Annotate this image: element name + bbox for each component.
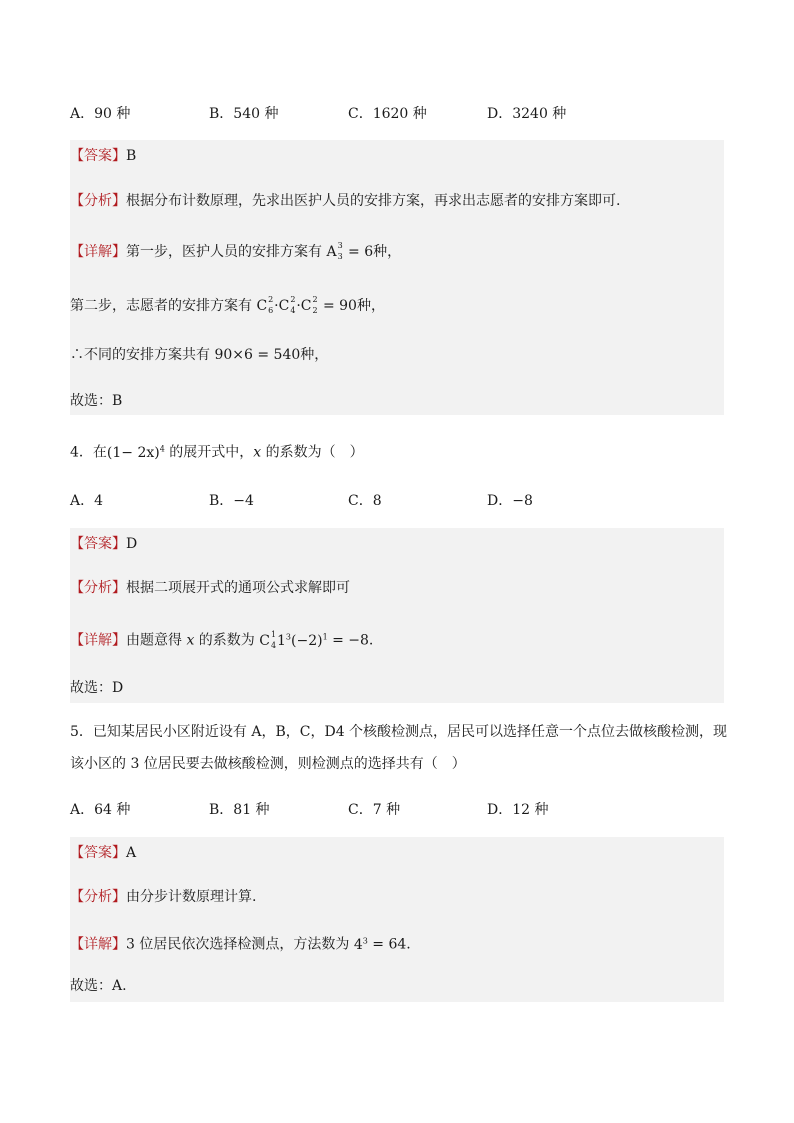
analysis-text: 根据分布计数原理，先求出医护人员的安排方案，再求出志愿者的安排方案即可. <box>126 193 621 209</box>
analysis-tag: 【分析】 <box>70 580 126 596</box>
detail-tag: 【详解】 <box>70 936 126 953</box>
detail-text: 3 位居民依次选择检测点，方法数为 <box>126 936 354 953</box>
answer-tag: 【答案】 <box>70 845 126 861</box>
q4-detail <box>70 627 373 651</box>
analysis-text: 根据二项展开式的通项公式求解即可 <box>126 580 350 596</box>
detail-text: = −8. <box>327 632 374 649</box>
q5-stem-line-2: 该小区的 3 位居民要去做核酸检测，则检测点的选择共有（ ） <box>70 756 466 772</box>
detail-text: 第二步，志愿者的安排方案有 <box>70 298 257 314</box>
q5-stem-line-1: 5．已知某居民小区附近设有 A，B，C，D4 个核酸检测点，居民可以选择任意一个点位去做核酸检测，现 <box>70 724 728 740</box>
q3-detail-2 <box>70 296 385 316</box>
expr: (1− 2x) <box>106 444 160 461</box>
stem-text: 4．在 <box>70 444 107 461</box>
q5-option-a: A．64 种 <box>70 802 131 818</box>
stem-text: 的展开式中， <box>164 444 254 461</box>
detail-text: = 64. <box>367 936 411 953</box>
q3-option-d: D．3240 种 <box>487 106 567 122</box>
stem-expression <box>107 445 165 461</box>
q4-answer <box>70 534 137 554</box>
q4-option-b: B．−4 <box>209 493 254 509</box>
q5-solution-box <box>70 837 724 1002</box>
analysis-tag: 【分析】 <box>70 193 126 209</box>
answer-value: D <box>126 536 138 552</box>
q3-option-b: B．540 种 <box>209 106 279 122</box>
q5-detail <box>70 931 411 955</box>
analysis-tag: 【分析】 <box>70 889 126 905</box>
q5-choose: 故选：A. <box>70 978 127 994</box>
answer-tag: 【答案】 <box>70 148 126 164</box>
q4-option-a: A．4 <box>70 493 104 509</box>
formula-combination: C 2 6 ·C 2 4 ·C 2 2 <box>256 295 318 315</box>
formula-coefficient: C 1 4 $1^3(-2)^1$ <box>259 629 328 650</box>
q5-option-b: B．81 种 <box>209 802 270 818</box>
answer-value: A <box>126 845 137 861</box>
analysis-text: 由分步计数原理计算. <box>126 889 257 905</box>
q3-detail-1 <box>70 242 401 262</box>
variable-x: x <box>253 444 262 461</box>
q5-analysis <box>70 887 256 907</box>
q3-solution-box <box>70 140 724 415</box>
variable-x: x <box>186 632 195 649</box>
q4-stem <box>70 439 364 463</box>
answer-tag: 【答案】 <box>70 536 126 552</box>
detail-tag: 【详解】 <box>70 632 126 649</box>
q3-choose: 故选：B <box>70 393 123 409</box>
q4-option-d: D．−8 <box>487 493 533 509</box>
q5-option-c: C．7 种 <box>348 802 401 818</box>
q4-option-c: C．8 <box>348 493 382 509</box>
detail-text: 由题意得 <box>126 632 187 649</box>
q4-choose: 故选：D <box>70 680 124 696</box>
stem-text: 的系数为（ ） <box>261 444 364 461</box>
q5-option-d: D．12 种 <box>487 802 549 818</box>
detail-text: 的系数为 <box>194 632 260 649</box>
q3-analysis <box>70 191 620 211</box>
detail-text: = 90种， <box>318 298 385 314</box>
detail-tag: 【详解】 <box>70 244 126 260</box>
q4-solution-box <box>70 528 724 703</box>
q5-answer <box>70 843 136 863</box>
detail-text: 第一步，医护人员的安排方案有 <box>126 244 327 260</box>
formula-power: $4^3$ <box>353 936 368 953</box>
formula-a33: A 3 3 <box>326 241 343 261</box>
q4-analysis <box>70 578 350 598</box>
q3-answer <box>70 146 136 166</box>
q3-option-c: C．1620 种 <box>348 106 427 122</box>
q3-detail-3: ∴不同的安排方案共有 90×6 = 540种， <box>70 347 329 363</box>
detail-text: = 6种， <box>343 244 402 260</box>
exponent: 4 <box>159 444 165 453</box>
answer-value: B <box>126 148 137 164</box>
q3-option-a: A．90 种 <box>70 106 131 122</box>
